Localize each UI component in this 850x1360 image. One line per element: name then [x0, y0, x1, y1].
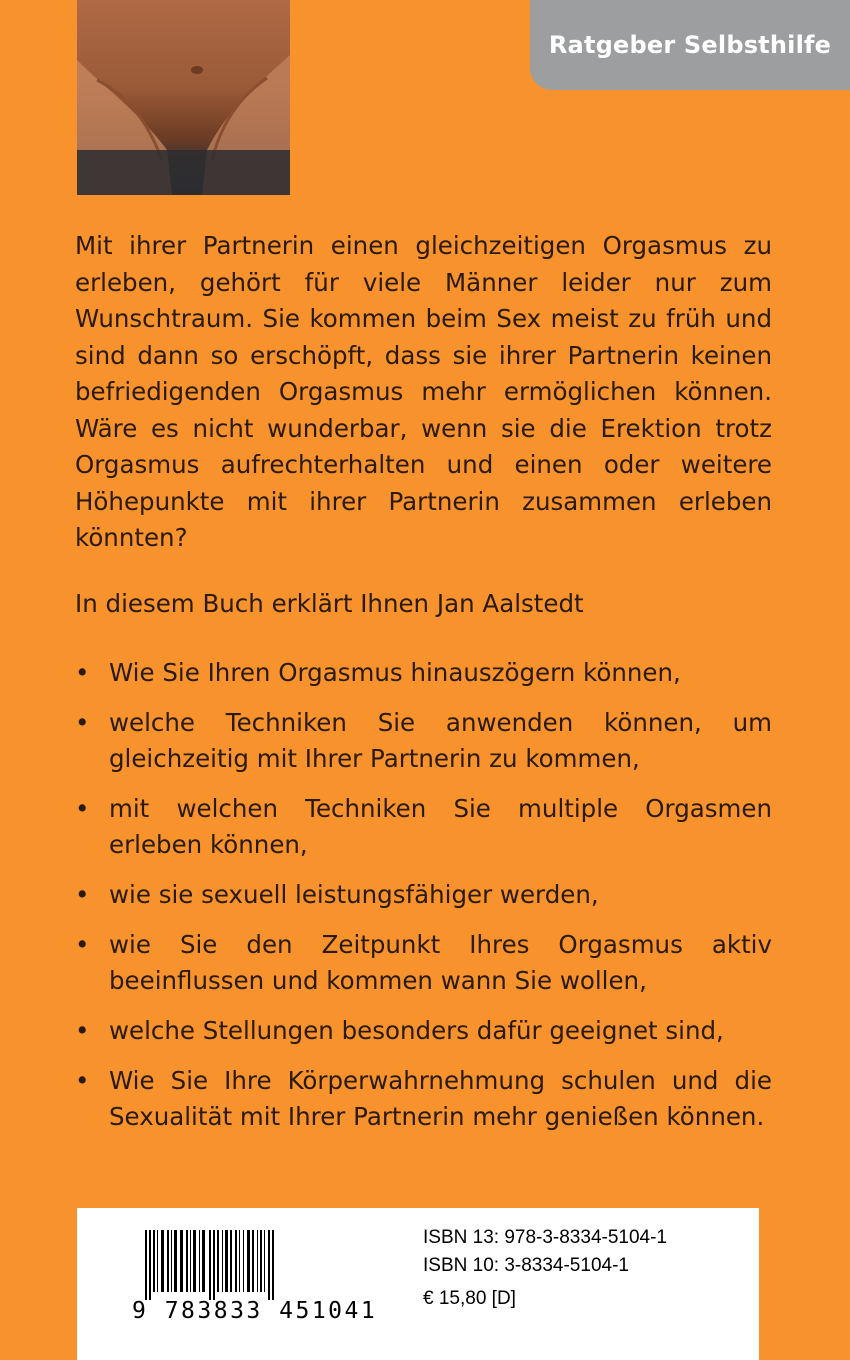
list-item-text: welche Stellungen besonders dafür geeignet sind,	[109, 1016, 724, 1045]
barcode-bar	[260, 1230, 262, 1292]
list-item-text: wie sie sexuell leistungsfähiger werden,	[109, 880, 599, 909]
bullet-icon: •	[75, 1016, 90, 1045]
barcode-bar	[193, 1230, 196, 1292]
bullet-icon: •	[75, 658, 90, 687]
barcode-bar	[209, 1230, 211, 1300]
barcode-bar	[257, 1230, 258, 1292]
barcode-bar	[202, 1230, 205, 1292]
barcode-bar	[247, 1230, 250, 1292]
list-item	[75, 655, 772, 691]
barcode-bar	[213, 1230, 215, 1300]
barcode-bar	[272, 1230, 274, 1300]
list-item	[75, 791, 772, 863]
category-label: Ratgeber Selbsthilfe	[548, 31, 832, 59]
intro-paragraph: Mit ihrer Partnerin einen gleichzeitigen Orgasmus zu erleben, gehört für viele Männer leider nur zum Wunschtraum. Sie kommen beim Sex meist zu früh und sind dann so erschöpft, dass sie ihrer Partnerin keinen befriedigenden Orgasmus mehr ermöglichen können. Wäre es nicht wunderbar, wenn sie die Erektion trotz Orgasmus aufrechterhalten und einen oder weitere Höhepunkte mit ihrer Partnerin zusammen erleben könnten?	[75, 231, 772, 552]
list-item	[75, 705, 772, 777]
barcode-bar	[186, 1230, 188, 1292]
barcode-bar	[230, 1230, 232, 1292]
list-item-text: mit welchen Techniken Sie multiple Orgasmen erleben können,	[109, 794, 772, 859]
lead-sentence: In diesem Buch erklärt Ihnen Jan Aalstedt	[75, 589, 584, 618]
bullet-icon: •	[75, 880, 90, 909]
barcode-bar	[225, 1230, 228, 1292]
cover-photo	[77, 0, 290, 195]
list-item-text: welche Techniken Sie anwenden können, um gleichzeitig mit Ihrer Partnerin zu kommen,	[109, 708, 772, 773]
photo-illustration	[77, 0, 290, 195]
isbn13: ISBN 13: 978-3-8334-5104-1	[423, 1227, 667, 1248]
barcode-bar	[243, 1230, 244, 1292]
bullet-icon: •	[75, 1066, 90, 1095]
bullet-icon: •	[75, 708, 90, 737]
isbn-info	[423, 1224, 667, 1313]
list-item	[75, 927, 772, 999]
barcode-bar	[235, 1230, 237, 1292]
barcode-bar	[217, 1230, 219, 1292]
barcode-bar	[174, 1230, 177, 1292]
barcode-bar	[167, 1230, 169, 1292]
barcode-bar	[149, 1230, 151, 1300]
barcode-bar	[161, 1230, 164, 1292]
barcode-bar	[153, 1230, 155, 1292]
list-item-text: Wie Sie Ihre Körperwahrnehmung schulen und die Sexualität mit Ihrer Partnerin mehr genießen können.	[109, 1066, 772, 1131]
list-item	[75, 877, 772, 913]
barcode-bar	[199, 1230, 200, 1292]
barcode-bar	[145, 1230, 147, 1300]
price: € 15,80 [D]	[423, 1288, 516, 1309]
list-item	[75, 1013, 772, 1049]
barcode-bar	[190, 1230, 191, 1292]
list-item	[75, 1063, 772, 1135]
barcode-bar	[180, 1230, 183, 1292]
barcode-digits: 9 783833 451041	[132, 1298, 378, 1324]
bullet-icon: •	[75, 794, 90, 823]
barcode-bar	[222, 1230, 223, 1292]
barcode-bar	[268, 1230, 270, 1300]
isbn10: ISBN 10: 3-8334-5104-1	[423, 1255, 629, 1276]
barcode	[145, 1230, 375, 1300]
barcode-bar	[157, 1230, 158, 1292]
barcode-bar	[264, 1230, 265, 1292]
barcode-box	[77, 1208, 759, 1360]
list-item-text: Wie Sie Ihren Orgasmus hinauszögern können,	[109, 658, 681, 687]
list-item-text: wie Sie den Zeitpunkt Ihres Orgasmus aktiv beeinflussen und kommen wann Sie wollen,	[109, 930, 772, 995]
benefit-list	[75, 655, 772, 1149]
category-tab	[530, 0, 850, 90]
bullet-icon: •	[75, 930, 90, 959]
barcode-bar	[252, 1230, 254, 1292]
barcode-bar	[171, 1230, 172, 1292]
barcode-bar	[239, 1230, 240, 1292]
